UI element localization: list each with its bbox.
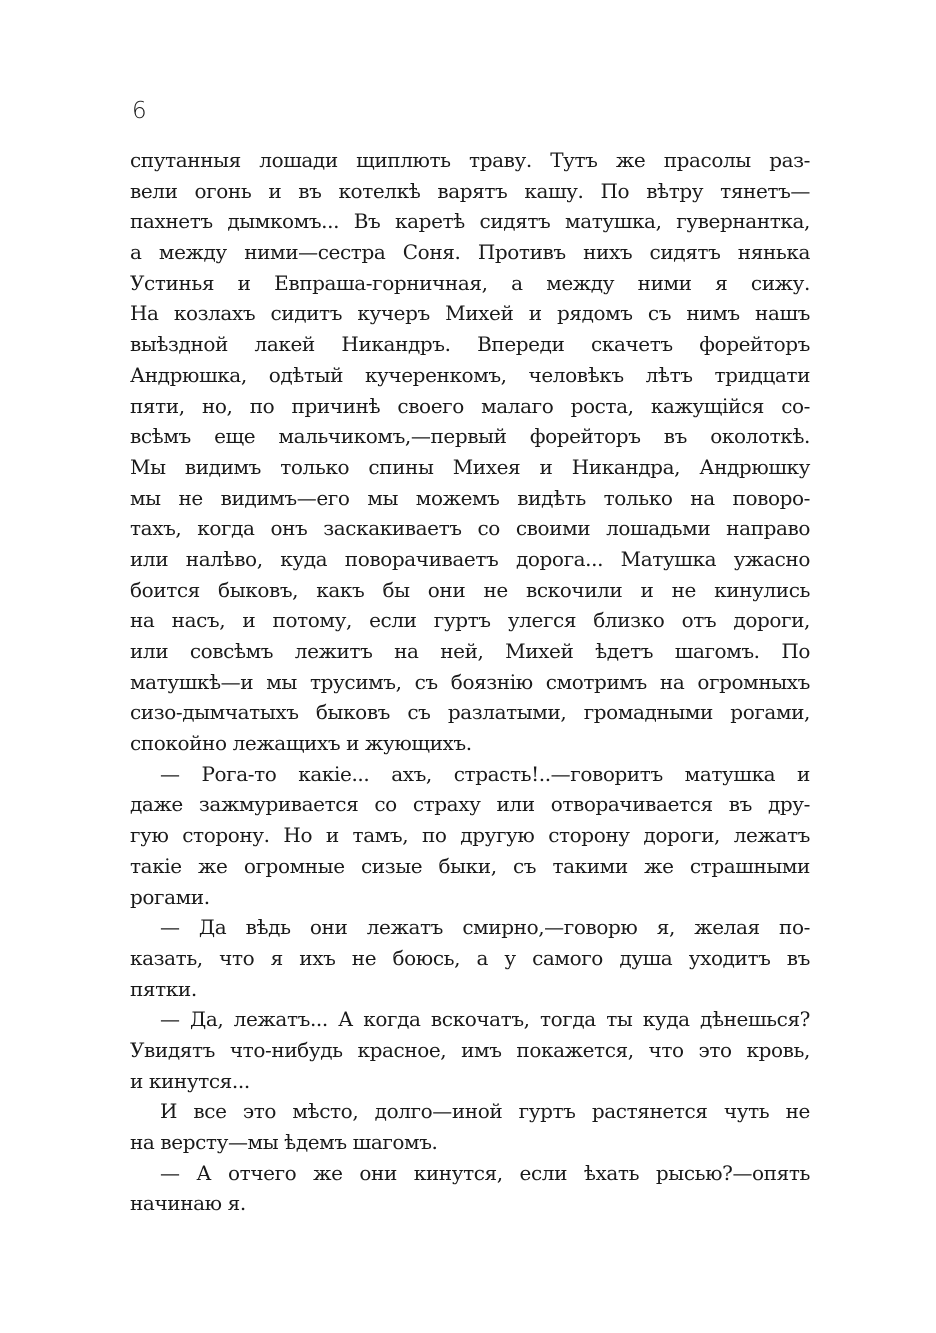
text-line: — А отчего же они кинутся, если ѣхать рысью?—опять xyxy=(160,1160,810,1185)
text-line: даже зажмуривается со страху или отворачивается въ дру- xyxy=(130,792,810,817)
text-line: Устинья и Евпраша-горничная, а между ними я сижу. xyxy=(130,270,810,295)
text-line: пяти, но, по причинѣ своего малаго роста, кажущійся со- xyxy=(130,393,810,418)
text-line: на насъ, и потому, если гуртъ улегся близко отъ дороги, xyxy=(130,608,810,633)
text-line: И все это мѣсто, долго—иной гуртъ растянется чуть не xyxy=(160,1099,810,1124)
text-line: спокойно лежащихъ и жующихъ. xyxy=(130,731,472,756)
text-line: пахнетъ дымкомъ... Въ каретѣ сидятъ матушка, гувернантка, xyxy=(130,209,810,234)
text-line: такіе же огромные сизые быки, съ такими же страшными xyxy=(130,853,810,878)
text-line: — Да, лежатъ... А когда вскочатъ, тогда ты куда дѣнешься? xyxy=(160,1007,810,1032)
page-number: 6 xyxy=(132,98,147,124)
text-line: — Да вѣдь они лежатъ смирно,—говорю я, желая по- xyxy=(160,915,810,940)
text-line: и кинутся... xyxy=(130,1068,250,1093)
text-line: выѣздной лакей Никандръ. Впереди скачетъ форейторъ xyxy=(130,332,810,357)
text-line: на версту—мы ѣдемъ шагомъ. xyxy=(130,1130,438,1154)
text-line: или совсѣмъ лежитъ на ней, Михей ѣдетъ шагомъ. По xyxy=(130,639,810,663)
body-text xyxy=(130,145,810,1219)
text-line: боится быковъ, какъ бы они не вскочили и не кинулись xyxy=(130,577,810,602)
text-line: — Рога-то какіе... ахъ, страсть!..—говоритъ матушка и xyxy=(160,761,810,786)
text-line: начинаю я. xyxy=(130,1191,246,1216)
text-line: спутанныя лошади щиплють траву. Тутъ же прасолы раз- xyxy=(130,148,810,172)
text-line: Мы видимъ только спины Михея и Никандра, Андрюшку xyxy=(130,454,810,479)
text-line: а между ними—сестра Соня. Противъ нихъ сидятъ нянька xyxy=(130,240,810,265)
text-line: казать, что я ихъ не боюсь, а у самого душа уходитъ въ xyxy=(130,945,810,970)
text-line: матушкѣ—и мы трусимъ, съ боязнію смотримъ на огромныхъ xyxy=(130,669,810,694)
text-line: мы не видимъ—его мы можемъ видѣть только на поворо- xyxy=(130,485,810,510)
text-line: всѣмъ еще мальчикомъ,—первый форейторъ въ околоткѣ. xyxy=(130,424,810,449)
text-line: или налѣво, куда поворачиваетъ дорога... Матушка ужасно xyxy=(130,546,810,571)
text-line: рогами. xyxy=(130,884,210,909)
text-line: Увидятъ что-нибудь красное, имъ покажется, что это кровь, xyxy=(130,1037,810,1062)
text-line: сизо-дымчатыхъ быковъ съ разлатыми, громадными рогами, xyxy=(130,700,810,725)
text-line: гую сторону. Но и тамъ, по другую сторону дороги, лежатъ xyxy=(130,823,810,848)
text-line: пятки. xyxy=(130,976,197,1001)
text-line: Андрюшка, одѣтый кучеренкомъ, человѣкъ лѣтъ тридцати xyxy=(130,362,810,387)
text-line: На козлахъ сидитъ кучеръ Михей и рядомъ съ нимъ нашъ xyxy=(130,301,810,326)
text-line: вели огонь и въ котелкѣ варятъ кашу. По вѣтру тянетъ— xyxy=(130,178,810,203)
text-line: тахъ, когда онъ заскакиваетъ со своими лошадьми направо xyxy=(130,516,810,541)
